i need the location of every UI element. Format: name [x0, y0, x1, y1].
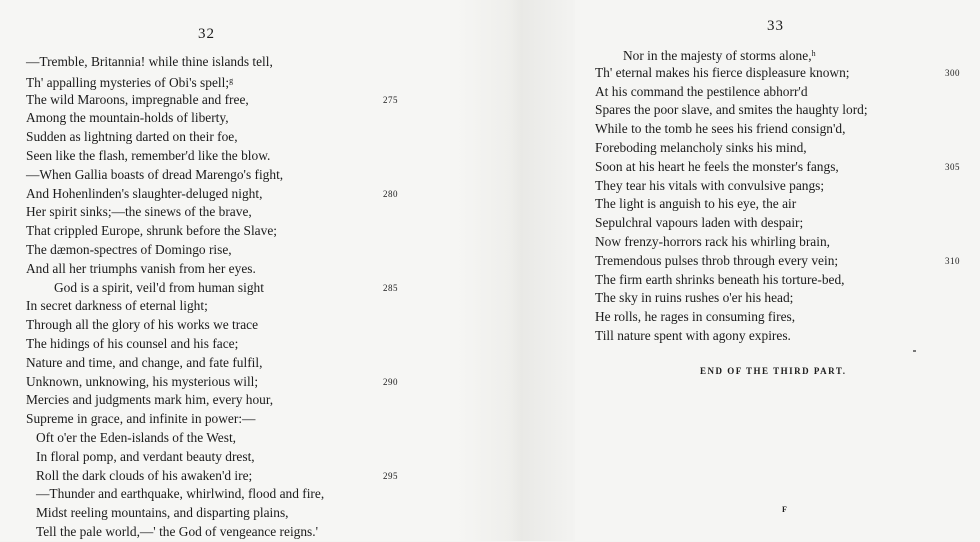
poem-line-text: And all her triumphs vanish from her eyes.	[26, 260, 256, 276]
poem-line	[26, 166, 324, 185]
poem-line	[26, 504, 324, 523]
poem-line	[595, 101, 868, 120]
book-gutter	[455, 0, 575, 541]
poem-line-text: God is a spirit, veil'd from human sight	[54, 279, 264, 295]
footnote-marker: h	[811, 49, 816, 58]
poem-line-text: Roll the dark clouds of his awaken'd ire;	[36, 467, 253, 483]
poem-line	[26, 448, 324, 467]
footnote-marker: g	[229, 75, 234, 85]
poem-line-text: The hidings of his counsel and his face;	[26, 335, 239, 351]
poem-line-text: The sky in ruins rushes o'er his head;	[595, 290, 794, 306]
poem-line	[26, 147, 324, 166]
poem-line-text: Till nature spent with agony expires.	[595, 327, 791, 343]
poem-line-text: Foreboding melancholy sinks his mind,	[595, 139, 807, 155]
poem-line	[595, 83, 868, 102]
poem-line	[26, 241, 324, 260]
poem-line	[26, 279, 398, 298]
poem-line	[26, 354, 324, 373]
poem-line-text: In floral pomp, and verdant beauty drest,	[36, 448, 255, 464]
part-end-heading: END OF THE THIRD PART.	[700, 366, 847, 376]
poem-line	[26, 391, 324, 410]
poem-line-text: Among the mountain-holds of liberty,	[26, 110, 229, 126]
poem-line	[26, 109, 324, 128]
line-number: 300	[945, 67, 960, 78]
poem-line	[26, 297, 324, 316]
ink-speck	[913, 350, 916, 352]
poem-line-text: —Thunder and earthquake, whirlwind, flood and fire,	[36, 486, 325, 502]
poem-line-text: And Hohenlinden's slaughter-deluged night,	[26, 185, 263, 201]
poem-line	[26, 485, 324, 504]
poem-line	[26, 410, 324, 429]
poem-line-text: The wild Maroons, impregnable and free,	[26, 91, 249, 107]
poem-line-text: Supreme in grace, and infinite in power:—	[26, 411, 256, 427]
poem-line	[26, 316, 324, 335]
poem-lines-right	[595, 45, 960, 346]
line-number: 285	[383, 282, 398, 293]
poem-line	[595, 327, 868, 346]
poem-line-text: Tell the pale world,—' the God of vengeance reigns.'	[36, 523, 319, 539]
poem-line	[595, 64, 960, 83]
line-number: 310	[945, 255, 960, 266]
poem-line-text: Th' eternal makes his fierce displeasure known;	[595, 64, 850, 80]
poem-line-text: Midst reeling mountains, and disparting plains,	[36, 505, 289, 521]
page-number-right: 33	[767, 18, 784, 34]
poem-line-text: Soon at his heart he feels the monster's fangs,	[595, 158, 839, 174]
poem-line-text: Seen like the flash, remember'd like the blow.	[26, 147, 271, 163]
poem-line-text: At his command the pestilence abhorr'd	[595, 83, 808, 99]
poem-line	[595, 233, 868, 252]
poem-line	[26, 185, 398, 204]
poem-line	[26, 91, 398, 110]
poem-line-text: Tremendous pulses throb through every vein;	[595, 252, 839, 268]
poem-line	[26, 260, 324, 279]
poem-line-text: Sudden as lightning darted on their foe,	[26, 129, 238, 145]
line-number: 280	[383, 188, 398, 199]
poem-line-text: They tear his vitals with convulsive pangs;	[595, 177, 825, 193]
poem-line-text: Spares the poor slave, and smites the haughty lord;	[595, 102, 868, 118]
poem-line-text: The firm earth shrinks beneath his torture-bed,	[595, 271, 845, 287]
poem-line-text: —When Gallia boasts of dread Marengo's fight,	[26, 166, 284, 182]
left-page	[0, 0, 455, 541]
poem-line-text: Oft o'er the Eden-islands of the West,	[36, 429, 237, 445]
poem-line	[595, 139, 868, 158]
poem-line	[26, 335, 324, 354]
poem-line-text: Her spirit sinks;—the sinews of the brave,	[26, 204, 252, 220]
poem-line-text: —Tremble, Britannia! while thine islands tell,	[26, 54, 273, 69]
poem-line	[26, 429, 324, 448]
poem-line-text: Nature and time, and change, and fate fulfil,	[26, 354, 263, 370]
poem-lines-left	[26, 53, 398, 542]
poem-line	[595, 214, 868, 233]
page-number-left: 32	[198, 26, 215, 42]
poem-line	[595, 120, 868, 139]
line-number: 275	[383, 94, 398, 105]
poem-line	[595, 252, 960, 271]
poem-line-text: While to the tomb he sees his friend consign'd,	[595, 121, 846, 137]
poem-line	[26, 72, 324, 91]
poem-line-text: Now frenzy-horrors rack his whirling brain,	[595, 233, 831, 249]
poem-line	[595, 158, 960, 177]
poem-line	[26, 467, 398, 486]
poem-line-text: He rolls, he rages in consuming fires,	[595, 309, 796, 325]
poem-line	[26, 203, 324, 222]
poem-line	[595, 195, 868, 214]
poem-line-text: In secret darkness of eternal light;	[26, 298, 208, 314]
poem-line	[26, 523, 324, 542]
poem-line	[595, 45, 868, 64]
line-number: 305	[945, 161, 960, 172]
poem-line-text: Sepulchral vapours laden with despair;	[595, 215, 804, 231]
line-number: 290	[383, 376, 398, 387]
poem-line-text: That crippled Europe, shrunk before the Slave;	[26, 223, 277, 239]
poem-line-text: Mercies and judgments mark him, every hour,	[26, 392, 274, 408]
line-number: 295	[383, 470, 398, 481]
poem-line	[595, 289, 868, 308]
right-page	[575, 0, 980, 541]
poem-line	[26, 128, 324, 147]
poem-line-text: The dæmon-spectres of Domingo rise,	[26, 241, 232, 257]
poem-line-text: The light is anguish to his eye, the air	[595, 196, 797, 212]
poem-line	[595, 271, 868, 290]
poem-line	[595, 308, 868, 327]
poem-line-text: Nor in the majesty of storms alone,	[623, 48, 812, 63]
signature-mark: F	[782, 505, 787, 514]
poem-line-text: Th' appalling mysteries of Obi's spell;	[26, 74, 230, 90]
poem-line-text: Through all the glory of his works we trace	[26, 317, 259, 333]
poem-line	[26, 53, 324, 72]
poem-line	[595, 177, 868, 196]
poem-line-text: Unknown, unknowing, his mysterious will;	[26, 373, 259, 389]
poem-line	[26, 222, 324, 241]
poem-line	[26, 373, 398, 392]
